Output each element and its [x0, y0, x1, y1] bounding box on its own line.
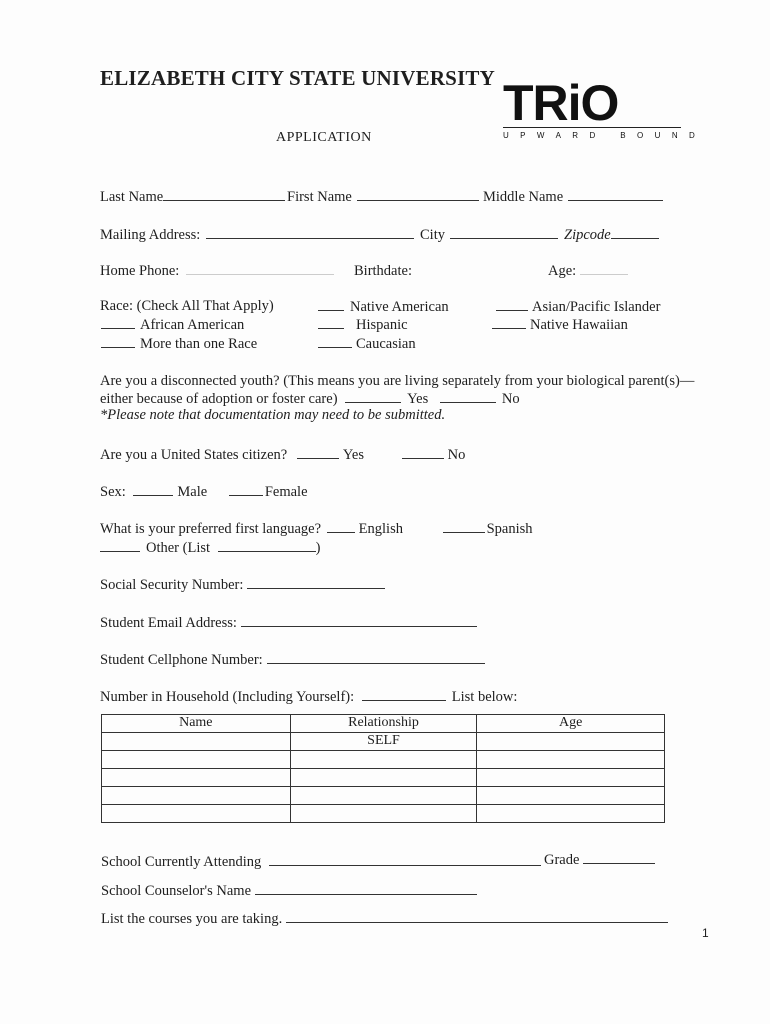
ssn-label: Social Security Number: [100, 577, 244, 593]
cellphone-field[interactable] [100, 651, 485, 669]
race-option-asian-pacific[interactable] [496, 298, 660, 316]
city-field[interactable] [420, 226, 558, 244]
option-label: African American [140, 317, 245, 333]
disconnected-label: either because of adoption or foster care) [100, 391, 338, 407]
first-name-label: First Name [287, 189, 352, 205]
home-phone-line[interactable] [186, 274, 334, 275]
checkbox-line[interactable] [496, 298, 528, 311]
language-other-close: ) [315, 540, 321, 556]
sex-female-label: Female [264, 484, 308, 500]
grade-label: Grade [544, 852, 580, 868]
citizen-question [100, 446, 465, 464]
cellphone-line[interactable] [267, 651, 485, 664]
home-phone-label: Home Phone: [100, 263, 180, 279]
sex-female-line[interactable] [229, 483, 263, 496]
city-line[interactable] [450, 226, 558, 239]
sex-label: Sex: [100, 484, 126, 500]
checkbox-line[interactable] [318, 298, 344, 311]
table-cell[interactable] [290, 805, 477, 823]
language-english-line[interactable] [327, 520, 355, 533]
language-label: What is your preferred first language? [100, 521, 322, 537]
sex-male-line[interactable] [133, 483, 173, 496]
option-label: Asian/Pacific Islander [532, 299, 661, 315]
disconnected-no-line[interactable] [440, 390, 496, 403]
column-header-relationship: Relationship [290, 715, 477, 733]
table-cell[interactable] [477, 805, 665, 823]
household-list-below: List below: [451, 689, 518, 705]
ssn-field[interactable] [100, 576, 385, 594]
table-cell[interactable] [102, 769, 291, 787]
option-label: Native Hawaiian [530, 317, 628, 333]
option-label: Native American [350, 299, 449, 315]
household-label: Number in Household (Including Yourself): [100, 689, 355, 705]
school-attending-field[interactable] [101, 853, 541, 871]
middle-name-line[interactable] [568, 188, 663, 201]
university-name: ELIZABETH CITY STATE UNIVERSITY [100, 66, 496, 90]
table-row [102, 769, 665, 787]
household-count-line[interactable] [362, 688, 446, 701]
form-title: APPLICATION [276, 130, 372, 145]
language-other[interactable] [100, 539, 321, 557]
last-name-label: Last Name [100, 189, 164, 205]
table-cell[interactable] [102, 787, 291, 805]
checkbox-line[interactable] [318, 316, 344, 329]
school-attending-label: School Currently Attending [101, 854, 262, 870]
table-cell[interactable] [477, 751, 665, 769]
citizen-no-label: No [447, 447, 466, 463]
counselor-label: School Counselor's Name [101, 883, 252, 899]
checkbox-line[interactable] [101, 335, 135, 348]
disconnected-yes-label: Yes [407, 391, 429, 407]
column-header-name: Name [102, 715, 291, 733]
documentation-note: *Please note that documentation may need to be submitted. [100, 407, 446, 423]
citizen-label: Are you a United States citizen? [100, 447, 288, 463]
citizen-yes-line[interactable] [297, 446, 339, 459]
disconnected-no-label: No [501, 391, 520, 407]
table-cell[interactable] [102, 805, 291, 823]
courses-field[interactable] [101, 910, 668, 928]
citizen-yes-label: Yes [342, 447, 364, 463]
race-option-native-hawaiian[interactable] [492, 316, 628, 334]
option-label: Hispanic [356, 317, 408, 333]
zipcode-label: Zipcode [564, 227, 611, 243]
race-option-caucasian[interactable] [318, 335, 416, 353]
age-label: Age: [548, 263, 577, 279]
language-english-label: English [358, 521, 403, 537]
table-cell[interactable] [477, 769, 665, 787]
language-spanish-line[interactable] [443, 520, 485, 533]
birthdate-label: Birthdate: [354, 263, 412, 279]
page-number: 1 [702, 926, 709, 940]
trio-logo [503, 75, 707, 140]
table-cell[interactable] [102, 751, 291, 769]
first-name-line[interactable] [357, 188, 479, 201]
courses-label: List the courses you are taking. [101, 911, 283, 927]
school-attending-line[interactable] [269, 853, 541, 866]
grade-field[interactable] [544, 851, 655, 869]
sex-male-label: Male [177, 484, 208, 500]
language-other-list-line[interactable] [218, 539, 316, 552]
table-cell[interactable] [290, 751, 477, 769]
zipcode-line[interactable] [611, 226, 659, 239]
mailing-address-line[interactable] [206, 226, 414, 239]
language-spanish-label: Spanish [486, 521, 533, 537]
logo-text: TRiO [503, 75, 619, 131]
email-line[interactable] [241, 614, 477, 627]
city-label: City [420, 227, 445, 243]
disconnected-question-line1: Are you a disconnected youth? (This means you are living separately from your biological parent(s)— [100, 373, 695, 389]
grade-line[interactable] [583, 851, 655, 864]
checkbox-line[interactable] [101, 316, 135, 329]
checkbox-line[interactable] [492, 316, 526, 329]
table-header-row [102, 715, 665, 733]
mailing-address-field[interactable] [100, 226, 414, 244]
table-row [102, 805, 665, 823]
table-cell[interactable] [290, 787, 477, 805]
checkbox-line[interactable] [318, 335, 352, 348]
table-row [102, 787, 665, 805]
option-label: Caucasian [356, 336, 416, 352]
zipcode-field[interactable] [564, 226, 659, 244]
household-table [101, 714, 665, 823]
language-other-line[interactable] [100, 539, 140, 552]
logo-subtitle: UPWARD BOUND [503, 131, 707, 140]
table-cell[interactable]: SELF [290, 733, 477, 751]
courses-line[interactable] [286, 910, 668, 923]
column-header-age: Age [477, 715, 665, 733]
last-name-field[interactable] [100, 188, 285, 206]
age-line[interactable] [580, 274, 628, 275]
first-name-field[interactable] [287, 188, 479, 206]
table-cell[interactable] [102, 733, 291, 751]
table-cell[interactable] [477, 787, 665, 805]
cellphone-label: Student Cellphone Number: [100, 652, 263, 668]
language-other-label: Other (List [146, 540, 211, 556]
disconnected-question-line2 [100, 390, 520, 408]
table-cell[interactable] [477, 733, 665, 751]
household-field [100, 688, 517, 706]
citizen-no-line[interactable] [402, 446, 444, 459]
last-name-line[interactable] [163, 188, 285, 201]
middle-name-label: Middle Name [483, 189, 564, 205]
race-option-african-american[interactable] [101, 316, 244, 334]
language-question [100, 520, 533, 538]
table-cell[interactable] [290, 769, 477, 787]
option-label: More than one Race [140, 336, 258, 352]
email-label: Student Email Address: [100, 615, 237, 631]
race-option-native-american[interactable] [318, 298, 449, 316]
race-label: Race: (Check All That Apply) [100, 298, 274, 314]
mailing-address-label: Mailing Address: [100, 227, 201, 243]
race-option-more-than-one[interactable] [101, 335, 257, 353]
disconnected-yes-line[interactable] [345, 390, 401, 403]
table-row [102, 733, 665, 751]
ssn-line[interactable] [247, 576, 385, 589]
email-field[interactable] [100, 614, 477, 632]
table-row [102, 751, 665, 769]
sex-question [100, 483, 308, 501]
counselor-field[interactable] [101, 882, 477, 900]
race-option-hispanic[interactable] [318, 316, 408, 334]
middle-name-field[interactable] [483, 188, 663, 206]
counselor-line[interactable] [255, 882, 477, 895]
